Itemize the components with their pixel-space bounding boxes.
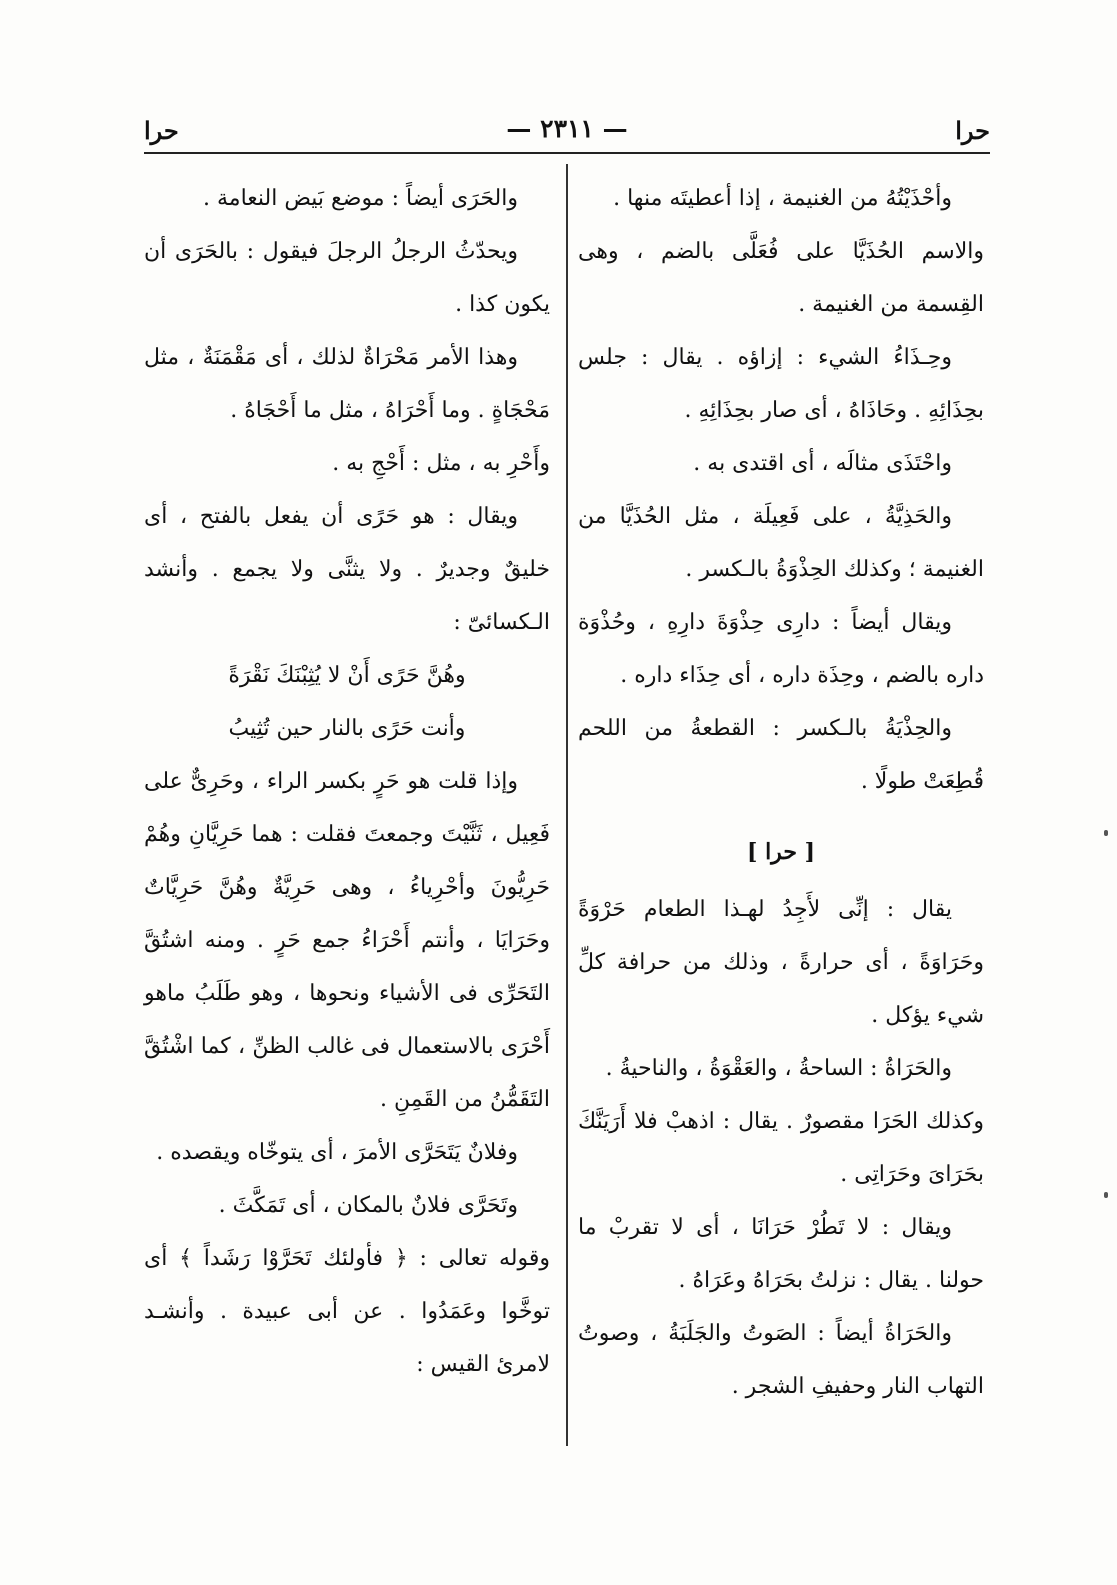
paragraph: ويقال : هو حَرًى أن يفعل بالفتح ، أى خليقٌ وجديرٌ . ولا يثنَّى ولا يجمع . وأنشد الـكسائىّ : (144, 504, 550, 635)
page-number: — ٢٣١١ — (506, 114, 628, 143)
paragraph: والحَرَاةُ : الساحةُ ، والعَقْوَةُ ، والناحيةُ . (605, 1056, 952, 1081)
paragraph: والحِذْيَةُ بالـكسر : القطعةُ من اللحم قُطِعَتْ طولًا . (578, 716, 984, 794)
column-divider (566, 164, 568, 1446)
left-column (144, 172, 550, 1391)
paragraph: وإذا قلت هو حَرٍ بكسر الراء ، وحَرِىٌّ على فَعِيل ، ثَنَّيْتَ وجمعتَ فقلت : هما حَرِيَّانِ وهُمْ حَرِيُّونَ وأحْرِياءُ ، وهى حَرِيَّةٌ وهُنَّ حَرِيَّاتٌ وحَرَايَا ، وأنتم أَحْرَاءُ جمع حَرٍ . ومنه اشتُقَّ التَحَرِّى فى الأشياء ونحوها ، وهو طَلَبُ ماهو أَحْرَى بالاستعمال فى غالب الظنِّ ، كما اشْتُقَّ التَقَمُّنُ من القَمِنِ . (144, 769, 550, 1112)
paragraph: وأحْذَيْتُهُ من الغنيمة ، إذا أعطيتَه منها . (613, 186, 952, 211)
paragraph: والحَرَى أيضاً : موضع بَيض النعامة . (203, 186, 518, 211)
paragraph: واحْتَذَى مثالَه ، أى اقتدى به . (693, 451, 952, 476)
paragraph: وقوله تعالى : ﴿ فأولئك تَحَرَّوْا رَشَداً ﴾ أى توخَّوا وعَمَدُوا . عن أبى عبيدة . وأنشـد لامرئ القيس : (144, 1246, 550, 1377)
paragraph: ويقال أيضاً : دارِى حِذْوَةَ دارِهِ ، وحُذْوَة داره بالضم ، وحِذَة داره ، أى حِذَاء داره . (578, 610, 984, 688)
margin-speck (1104, 830, 1108, 836)
paragraph: وتَحَرَّى فلانٌ بالمكان ، أى تَمَكَّثَ . (218, 1193, 518, 1218)
paragraph: وحِـذَاءُ الشيء : إزاؤه . يقال : جلس بحِذَائِهِ . وحَاذَاهُ ، أى صار بحِذَائِهِ . (578, 345, 984, 423)
paragraph: وهذا الأمر مَحْرَاةٌ لذلك ، أى مَقْمَنَةٌ ، مثل مَحْجَاةٍ . وما أَحْرَاهُ ، مثل ما أَحْجَاهُ . (144, 345, 550, 423)
entry-heading: [ حرا ] (747, 839, 815, 865)
header-left-word: حرا (144, 116, 179, 145)
paragraph: يقال : إنِّى لأَجِدُ لهـذا الطعام حَرْوَةً وحَرَاوَةً ، أى حرارةً ، وذلك من حرافة كلِّ شيء يؤكل . (578, 897, 984, 1028)
paragraph: ويقال : لا تَطُرْ حَرَانَا ، أى لا تقربْ ما حولنا . يقال : نزلتُ بحَرَاهُ وعَرَاهُ . (578, 1215, 984, 1293)
header-right-word: حرا (955, 116, 990, 145)
page-header (144, 112, 990, 154)
paragraph: والحَرَاةُ أيضاً : الصَوتُ والجَلَبَةُ ، وصوتُ التهاب النار وحفيفِ الشجر . (578, 1321, 984, 1399)
header-rule (144, 152, 990, 154)
margin-speck (1104, 1192, 1108, 1198)
paragraph: وكذلك الحَرَا مقصورٌ . يقال : اذهبْ فلا أَرَيَنَّكَ بحَرَاىَ وحَرَاتِى . (578, 1109, 984, 1187)
verse-line: وأنت حَرًى بالنار حين تُثِيبُ (228, 716, 466, 741)
paragraph: والاسم الحُذَيَّا على فُعَلَّى بالضم ، وهى القِسمة من الغنيمة . (578, 239, 984, 317)
paragraph: وفلانٌ يَتَحَرَّى الأمرَ ، أى يتوخّاه ويقصده . (156, 1140, 518, 1165)
paragraph: والحَذِيَّةُ ، على فَعِيلَة ، مثل الحُذَيَّا من الغنيمة ؛ وكذلك الحِذْوَةُ بالـكسر . (578, 504, 984, 582)
right-column (578, 172, 984, 1413)
paragraph: وأَحْرِ به ، مثل : أَحْجِ به . (332, 451, 550, 476)
paragraph: ويحدّثُ الرجلُ الرجلَ فيقول : بالحَرَى أن يكون كذا . (144, 239, 550, 317)
verse-line: وهُنَّ حَرًى أَنْ لا يُثِبْنَكَ نَقْرَةً (228, 663, 466, 688)
